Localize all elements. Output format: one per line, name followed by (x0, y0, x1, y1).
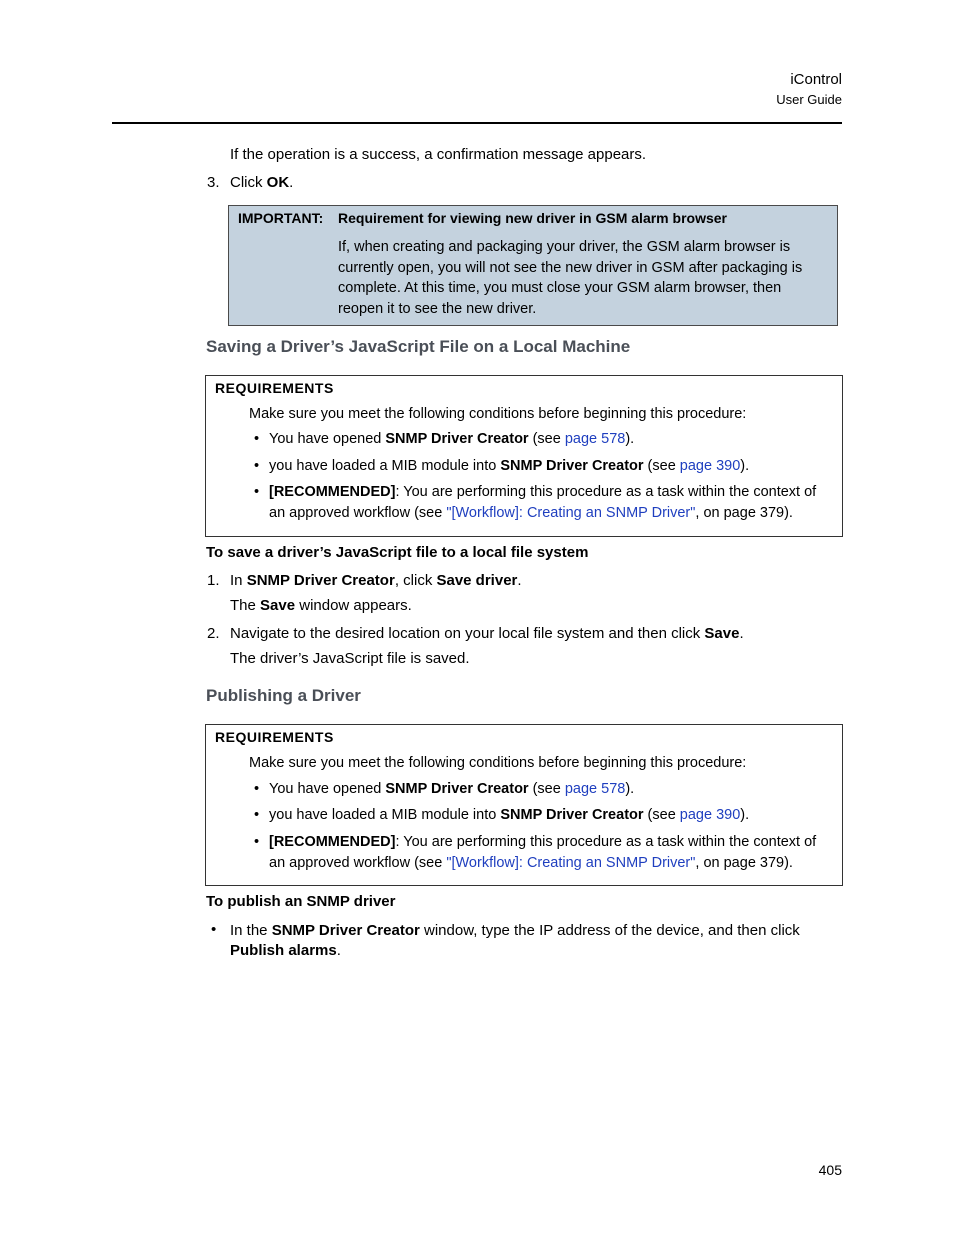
requirement-item: you have loaded a MIB module into SNMP Driver Creator (see page 390). (269, 458, 750, 474)
requirements-intro: Make sure you meet the following conditions before beginning this procedure: (249, 406, 747, 422)
bullet-icon: • (211, 921, 217, 938)
procedure-title-save: To save a driver’s JavaScript file to a local file system (206, 544, 589, 561)
requirements-heading: REQUIREMENTS (215, 380, 334, 396)
bullet-icon: • (254, 484, 260, 500)
requirement-item: You have opened SNMP Driver Creator (see page 578). (269, 781, 635, 797)
doc-subtitle: User Guide (776, 92, 842, 107)
page-390-link[interactable]: page 390 (679, 458, 741, 474)
bullet-icon: • (254, 834, 260, 850)
requirement-item: You have opened SNMP Driver Creator (see page 578). (269, 431, 635, 447)
step2-text: Navigate to the desired location on your local file system and then click Save. (230, 625, 744, 642)
header-rule (112, 122, 842, 124)
important-label: IMPORTANT: (238, 210, 324, 226)
doc-title: iControl (790, 71, 842, 88)
requirements-box-publishing (205, 724, 843, 886)
bullet-icon: • (254, 807, 260, 823)
bullet-icon: • (254, 781, 260, 797)
section-heading-publishing: Publishing a Driver (206, 686, 361, 705)
bullet-icon: • (254, 431, 260, 447)
bullet-icon: • (254, 458, 260, 474)
requirements-heading: REQUIREMENTS (215, 729, 334, 745)
page-number: 405 (818, 1162, 842, 1178)
workflow-link[interactable]: "[Workflow]: Creating an SNMP Driver" (446, 505, 696, 521)
step3-number: 3. (207, 174, 220, 191)
step1-result: The Save window appears. (230, 597, 412, 614)
publish-step: In the SNMP Driver Creator window, type the IP address of the device, and then click Publish alarms. (230, 922, 800, 959)
step1-text: In SNMP Driver Creator, click Save driver. (230, 572, 522, 589)
intro-line: If the operation is a success, a confirmation message appears. (230, 146, 647, 163)
step1-number: 1. (207, 572, 220, 589)
step2-number: 2. (207, 625, 220, 642)
important-note (228, 205, 838, 326)
procedure-title-publish: To publish an SNMP driver (206, 893, 396, 910)
page-578-link[interactable]: page 578 (564, 781, 626, 797)
workflow-link[interactable]: "[Workflow]: Creating an SNMP Driver" (446, 855, 696, 871)
step3-text: Click OK. (230, 174, 294, 191)
step2-result: The driver’s JavaScript file is saved. (230, 650, 470, 667)
requirement-item: [RECOMMENDED]: You are performing this procedure as a task within the context of an approved workflow (see "[Workflow]: Creating an SNMP Driver", on page 379). (269, 484, 817, 521)
requirements-intro: Make sure you meet the following conditions before beginning this procedure: (249, 755, 747, 771)
requirements-box-saving (205, 375, 843, 537)
important-title: Requirement for viewing new driver in GSM alarm browser (338, 210, 727, 226)
requirement-item: [RECOMMENDED]: You are performing this procedure as a task within the context of an approved workflow (see "[Workflow]: Creating an SNMP Driver", on page 379). (269, 834, 817, 871)
page-578-link[interactable]: page 578 (564, 431, 626, 447)
page-390-link[interactable]: page 390 (679, 807, 741, 823)
section-heading-saving: Saving a Driver’s JavaScript File on a Local Machine (206, 337, 631, 356)
important-body: If, when creating and packaging your driver, the GSM alarm browser is currently open, you will not see the new driver in GSM after packaging is complete. At this time, you must close your GSM alarm browser, then reopen it to see the new driver. (338, 239, 803, 317)
requirement-item: you have loaded a MIB module into SNMP Driver Creator (see page 390). (269, 807, 750, 823)
